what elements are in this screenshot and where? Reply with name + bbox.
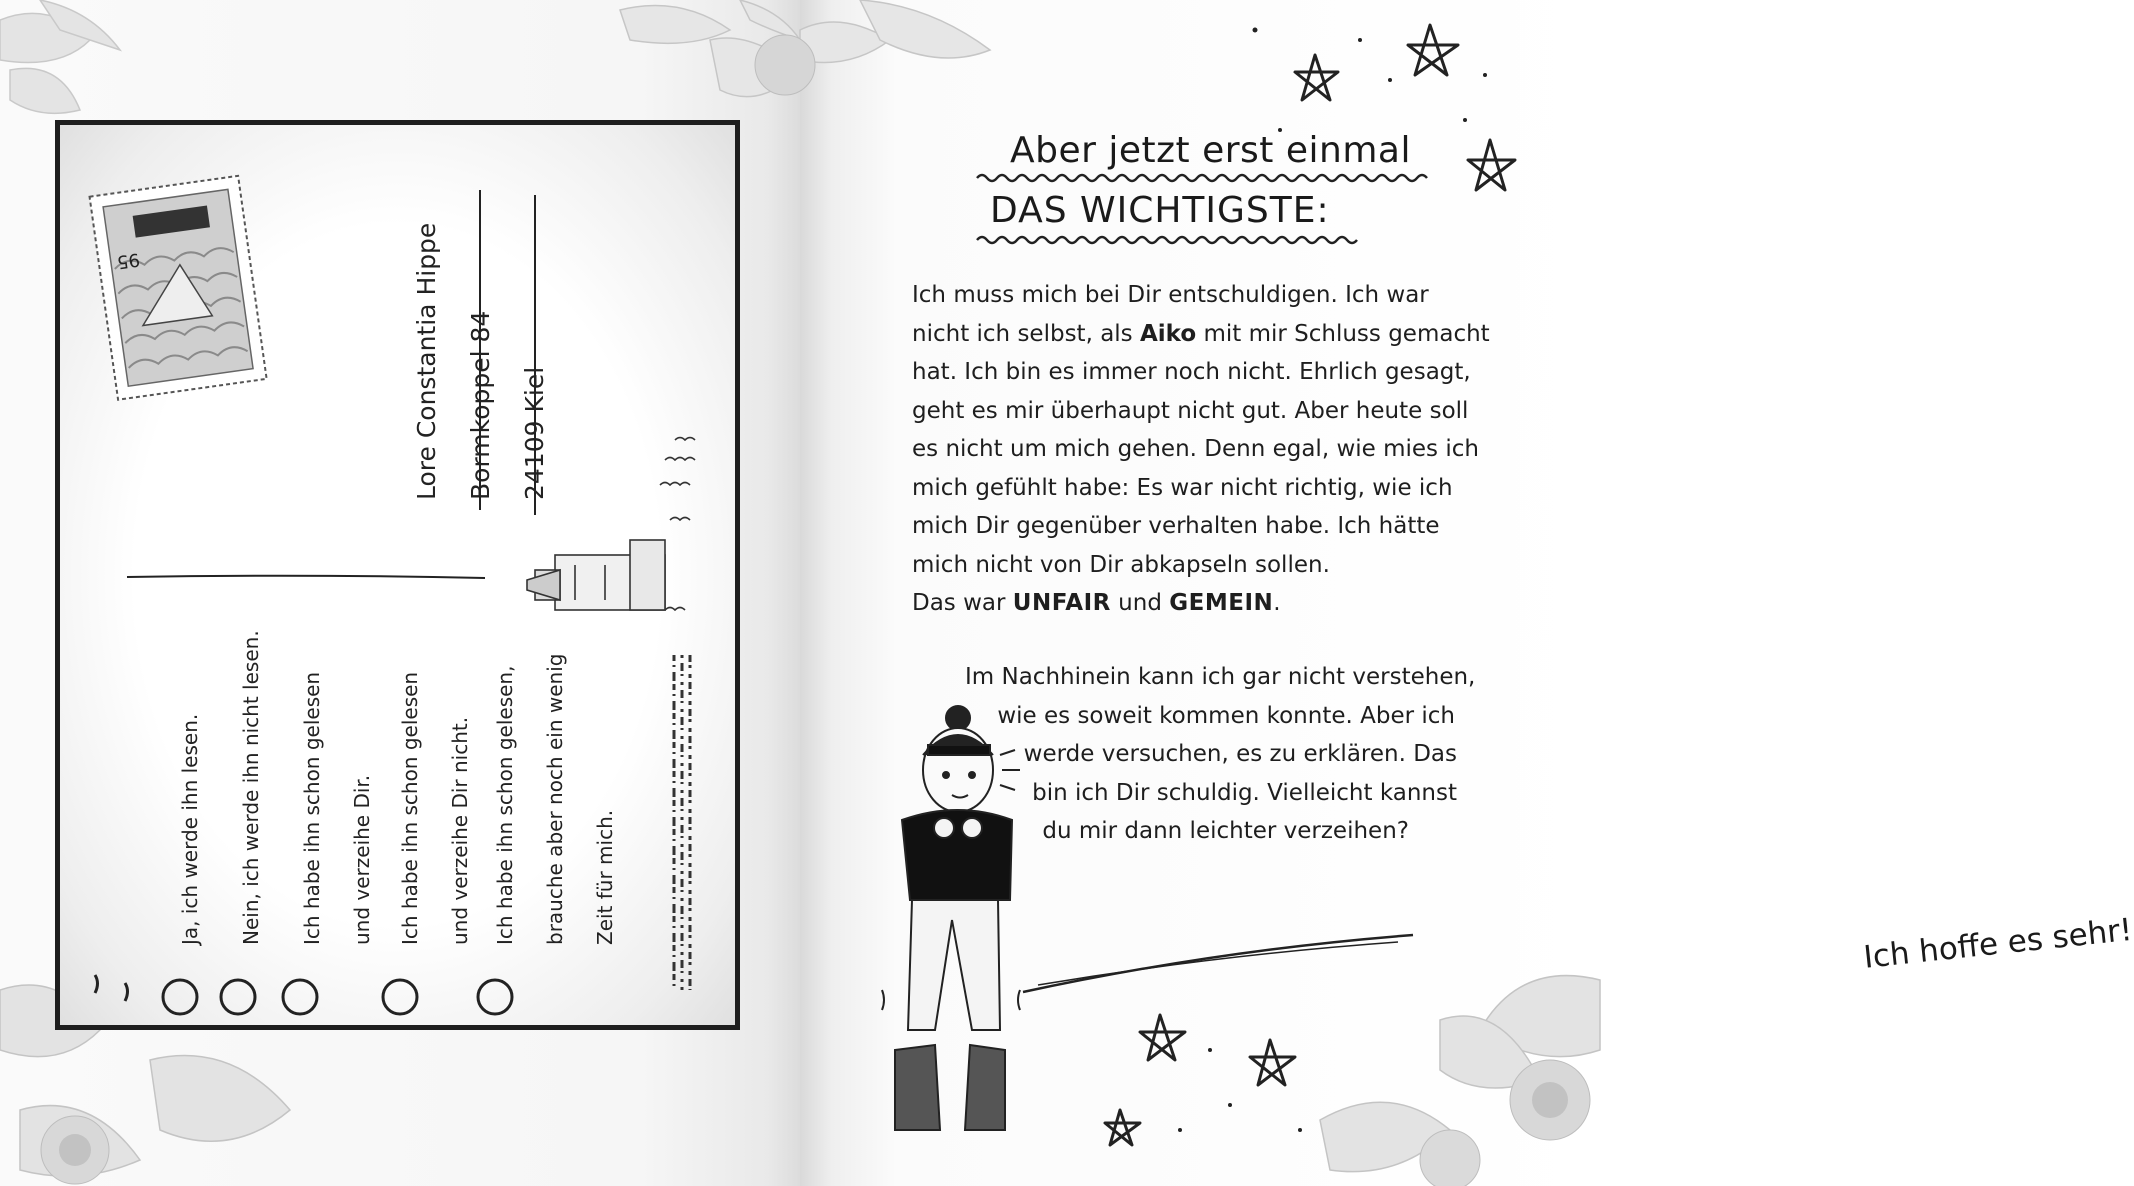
option-text-5: Ich habe ihn schon gelesen, brauche aber noch ein wenig Zeit für mich. [493,653,617,945]
word-gemein: GEMEIN [1169,590,1274,616]
star-icon [1295,55,1338,100]
option-text-2: Nein, ich werde ihn nicht lesen. [239,630,263,945]
stars-bottom [1100,1010,1350,1170]
star-icon [1408,25,1458,75]
squiggle-underline-2 [975,230,1365,250]
checkbox-3 [283,980,317,1014]
right-page [800,0,2134,1186]
star-icon [1468,140,1515,190]
paragraph-1: Ich muss mich bei Dir entschuldigen. Ich war nicht ich selbst, als Aiko mit mir Schluss gemacht hat. Ich bin es immer noch nicht. Ehrlich gesagt, geht es mir überhaupt nicht gut. Aber heute soll es nicht um mich gehen. Denn egal, wie mies ich mich gefühlt habe: Es war nicht richtig, wie ich mich Dir gegenüber verhalten habe. Ich hätte mich nicht von Dir abkapseln sollen. Das war UNFAIR und GEMEIN. [912,276,1490,623]
stamp-value: 95 [115,248,142,273]
paragraph-2: Im Nachhinein kann ich gar nicht verstehen, wie es soweit kommen konnte. Aber ich werde versuchen, es zu erklären. Das bin ich Dir schuldig. Vielleicht kannst du mir dann leichter verzeihen? [965,664,1476,844]
address-line-city: 24109 Kiel [520,366,549,500]
floral-corner-top-left [0,0,130,130]
checkbox-2 [221,980,255,1014]
left-page [0,0,800,1186]
checkbox-5 [478,980,512,1014]
star-icon [1105,1110,1140,1145]
floral-top-right-page [800,0,1000,115]
squiggle-underline-1 [975,168,1435,188]
heading-line-2: DAS WICHTIGSTE: [990,190,1330,231]
postage-stamp-icon [88,170,273,405]
star-icon [1140,1015,1185,1060]
closing-underline [1018,930,1418,1000]
closing-text: Ich hoffe es sehr! [1862,911,2134,976]
option-text-1: Ja, ich werde ihn lesen. [178,713,202,945]
star-icon [1250,1040,1295,1085]
checkbox-4 [383,980,417,1014]
checkbox-row [80,955,530,1025]
postcard-divider [125,572,490,582]
option-text-4: Ich habe ihn schon gelesen und verzeihe Dir nicht. [398,671,472,945]
barcode-icon [668,650,698,1000]
paragraph-1-last-line: Das war UNFAIR und GEMEIN. [912,590,1281,616]
sunflower-icon [41,1116,109,1184]
paragraph-1-line-aiko: nicht ich selbst, als Aiko mit mir Schluss gemacht [912,320,1490,347]
lighthouse-icon [515,430,705,620]
heading-line-1: Aber jetzt erst einmal [1010,130,1411,171]
quote-mark-icon [95,975,98,993]
word-unfair: UNFAIR [1012,590,1111,616]
address-line-name: Lore Constantia Hippe [412,222,441,500]
sunflower-icon [755,35,815,95]
checkbox-1 [163,980,197,1014]
address-line-street: Bormkoppel 84 [466,310,495,500]
option-text-3: Ich habe ihn schon gelesen und verzeihe Dir. [300,671,374,945]
girl-illustration [880,700,1030,1170]
